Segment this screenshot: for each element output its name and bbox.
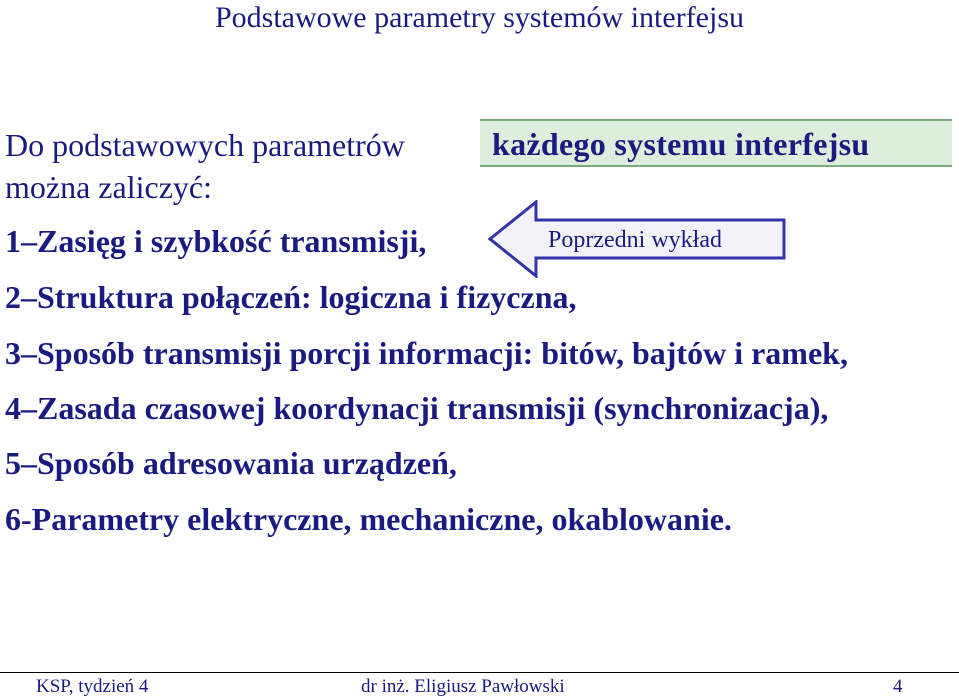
list-item: 1–Zasięg i szybkość transmisji, [5, 223, 427, 259]
list-item: 6-Parametry elektryczne, mechaniczne, okablowanie. [5, 501, 732, 537]
list-item: 3–Sposób transmisji porcji informacji: bitów, bajtów i ramek, [5, 335, 848, 371]
list-item: 4–Zasada czasowej koordynacji transmisji (synchronizacja), [5, 390, 829, 426]
footer-page-number: 4 [893, 676, 903, 697]
callout-label: Poprzedni wykład [548, 227, 722, 253]
intro-highlight: każdego systemu interfejsu [480, 119, 952, 167]
footer-author: dr inż. Eligiusz Pawłowski [361, 676, 565, 697]
footer-course: KSP, tydzień 4 [36, 676, 149, 697]
intro-line-2: można zaliczyć: [5, 169, 212, 205]
list-item: 2–Struktura połączeń: logiczna i fizyczna, [5, 279, 577, 315]
intro-line-1: Do podstawowych parametrów [5, 127, 405, 163]
footer-divider [0, 672, 959, 673]
slide-title: Podstawowe parametry systemów interfejsu [214, 1, 745, 34]
list-item: 5–Sposób adresowania urządzeń, [5, 445, 457, 481]
